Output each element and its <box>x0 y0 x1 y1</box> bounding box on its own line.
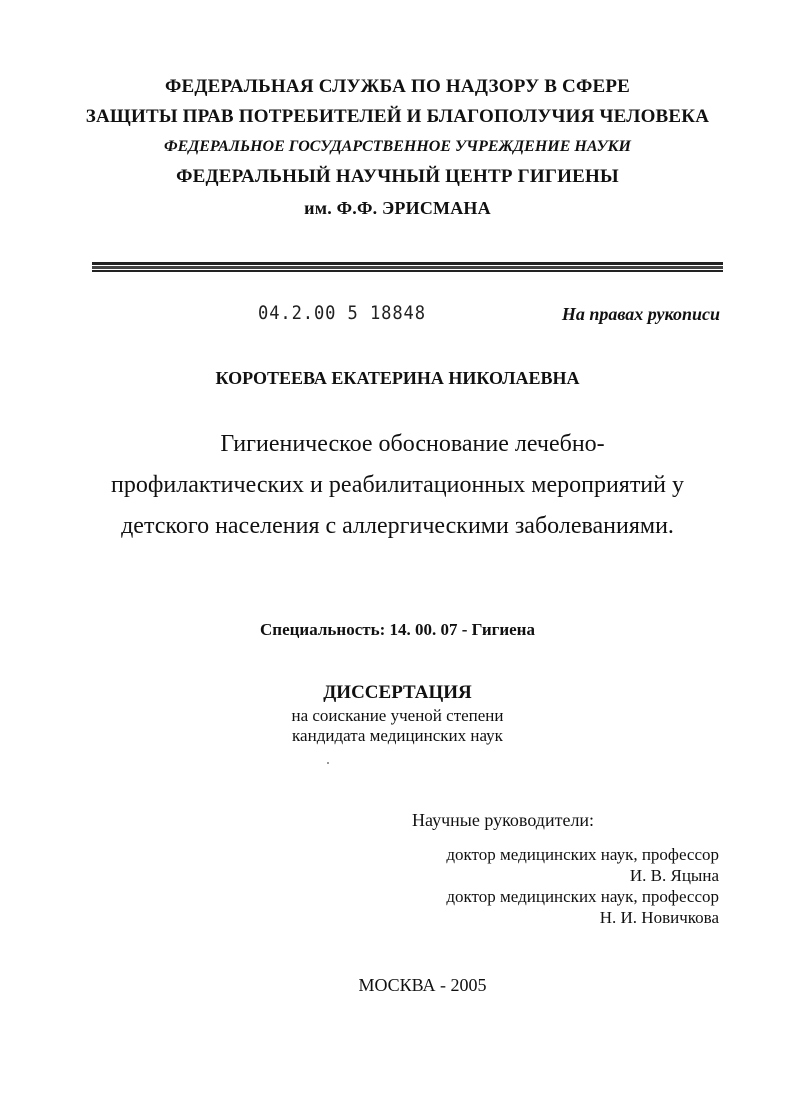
header-divider-top <box>92 262 723 265</box>
scan-speck <box>327 762 329 764</box>
supervisor-1-name: И. В. Яцына <box>629 866 719 885</box>
header-agency-line-2: ЗАЩИТЫ ПРАВ ПОТРЕБИТЕЛЕЙ И БЛАГОПОЛУЧИЯ ЧЕЛОВЕКА <box>85 106 710 127</box>
degree-line-2: кандидата медицинских наук <box>292 726 503 745</box>
header-divider-bottom <box>92 270 723 272</box>
supervisor-2-name: Н. И. Новичкова <box>599 908 719 927</box>
degree-line-1: на соискание ученой степени <box>291 706 504 725</box>
supervisor-2-degree: доктор медицинских наук, профессор <box>446 887 719 906</box>
thesis-title-line-2: профилактических и реабилитационных мероприятий у <box>110 472 684 498</box>
thesis-title-line-1: Гигиеническое обоснование лечебно- <box>220 431 605 457</box>
specialty-code: Специальность: 14. 00. 07 - Гигиена <box>260 620 535 639</box>
registration-stamp: 04.2.00 5 18848 <box>258 302 426 324</box>
header-divider-middle <box>92 266 723 269</box>
supervisors-label: Научные руководители: <box>412 810 595 830</box>
city-year: МОСКВА - 2005 <box>358 975 487 995</box>
header-agency-line-1: ФЕДЕРАЛЬНАЯ СЛУЖБА ПО НАДЗОРУ В СФЕРЕ <box>164 76 631 97</box>
header-institution-type: ФЕДЕРАЛЬНОЕ ГОСУДАРСТВЕННОЕ УЧРЕЖДЕНИЕ НАУКИ <box>164 138 631 155</box>
author-name: КОРОТЕЕВА ЕКАТЕРИНА НИКОЛАЕВНА <box>215 368 580 388</box>
header-institution-name: ФЕДЕРАЛЬНЫЙ НАУЧНЫЙ ЦЕНТР ГИГИЕНЫ <box>176 166 619 187</box>
thesis-title-line-3: детского населения с аллергическими заболеваниями. <box>121 513 674 539</box>
supervisor-1-degree: доктор медицинских наук, профессор <box>446 845 719 864</box>
dissertation-heading: ДИССЕРТАЦИЯ <box>323 682 472 703</box>
header-institution-eponym: им. Ф.Ф. ЭРИСМАНА <box>304 198 491 218</box>
manuscript-rights-note: На правах рукописи <box>561 304 720 324</box>
